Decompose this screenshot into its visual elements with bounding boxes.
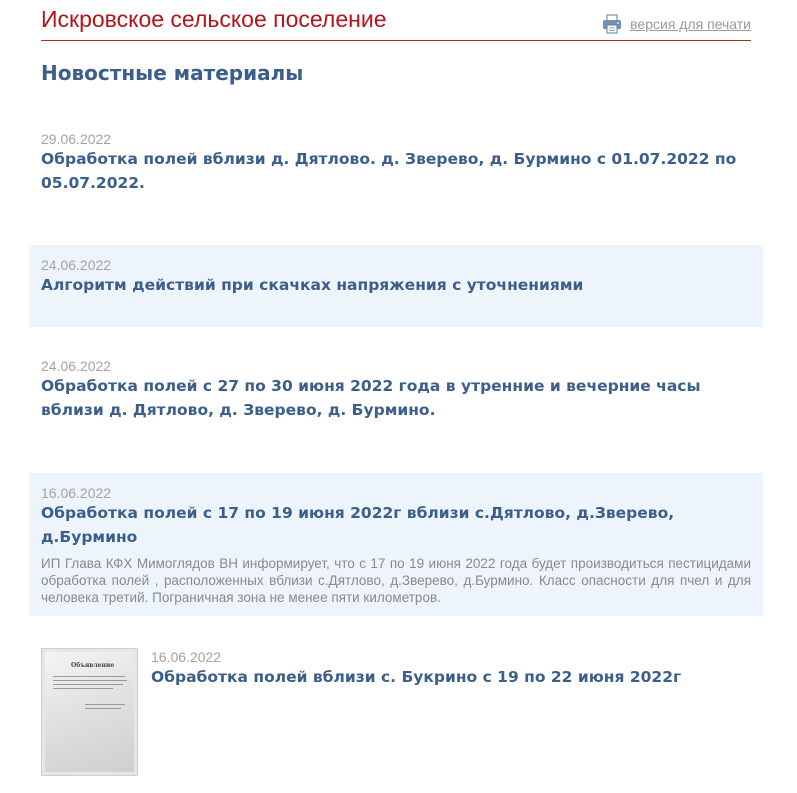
news-title-link[interactable]: Алгоритм действий при скачках напряжения с уточнениями [41, 276, 584, 294]
news-date: 16.06.2022 [41, 485, 112, 501]
news-item [29, 130, 763, 214]
thumbnail-caption: Объявление [71, 662, 115, 669]
print-version-label[interactable]: версия для печати [630, 16, 751, 32]
section-title: Новостные материалы [41, 61, 304, 85]
news-title-link[interactable]: Обработка полей с 17 по 19 июня 2022г вблизи с.Дятлово, д.Зверево, д.Бурмино [41, 504, 675, 546]
news-date: 24.06.2022 [41, 358, 112, 374]
news-date: 29.06.2022 [41, 131, 112, 147]
news-item [29, 473, 763, 616]
news-date: 16.06.2022 [151, 649, 222, 665]
site-header [41, 0, 751, 41]
news-item [29, 245, 763, 327]
news-item [139, 648, 759, 708]
news-date: 24.06.2022 [41, 257, 112, 273]
document-image [45, 652, 134, 772]
print-version-link[interactable] [602, 14, 751, 34]
news-title-link[interactable]: Обработка полей вблизи д. Дятлово. д. Зверево, д. Бурмино с 01.07.2022 по 05.07.2022. [41, 150, 737, 192]
site-title: Искровское сельское поселение [41, 6, 387, 32]
news-item [29, 358, 763, 442]
news-thumbnail[interactable] [41, 648, 138, 776]
printer-icon [602, 14, 622, 34]
news-summary: ИП Глава КФХ Мимоглядов ВН информирует, что с 17 по 19 июня 2022 года будет производиться пестицидами обработка полей , расположенных вблизи с.Дятлово, д.Зверево, д.Бурмино. Класс опасности для пчел и для человека третий. Пограничная зона не менее пяти километров. [41, 556, 751, 605]
news-title-link[interactable]: Обработка полей с 27 по 30 июня 2022 года в утренние и вечерние часы вблизи д. Дятлово, д. Зверево, д. Бурмино. [41, 377, 701, 419]
news-title-link[interactable]: Обработка полей вблизи с. Букрино с 19 по 22 июня 2022г [151, 668, 682, 686]
